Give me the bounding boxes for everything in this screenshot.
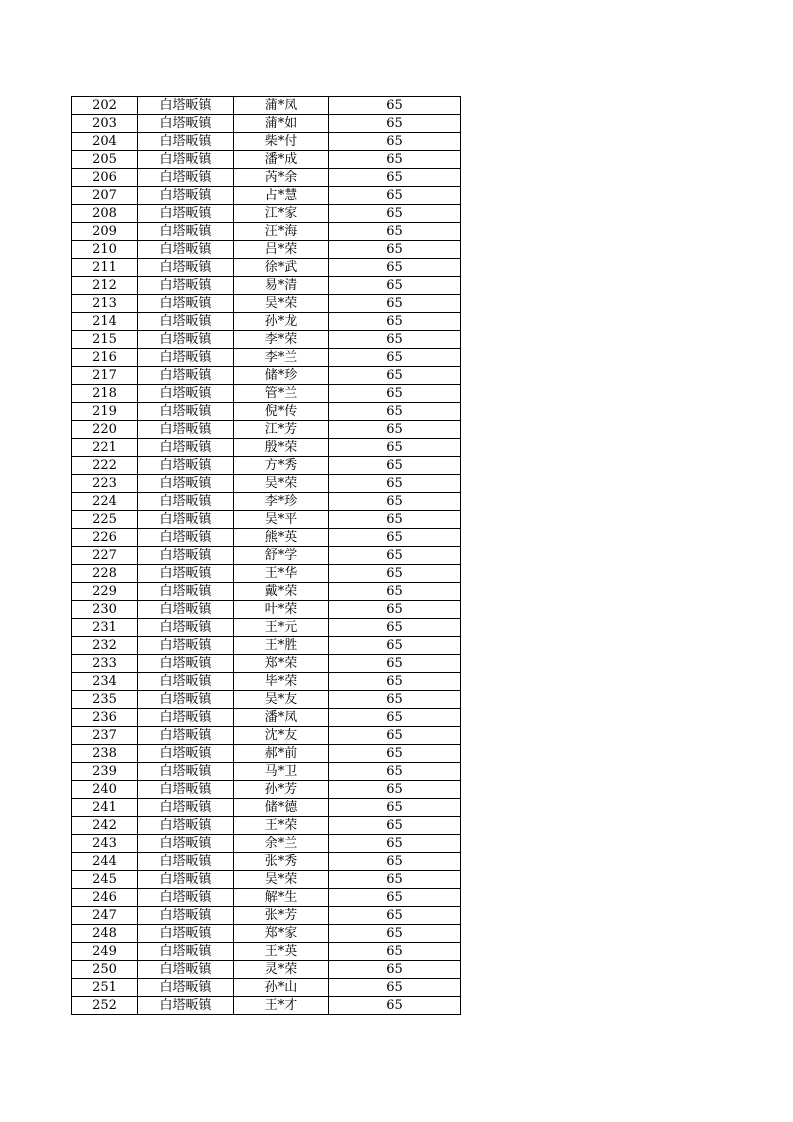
person-name-cell: 郑*荣 bbox=[234, 655, 329, 673]
amount-cell: 65 bbox=[329, 385, 461, 403]
town-cell: 白塔畈镇 bbox=[138, 655, 234, 673]
table-row bbox=[72, 961, 461, 979]
table-row bbox=[72, 475, 461, 493]
table-row bbox=[72, 97, 461, 115]
amount-cell: 65 bbox=[329, 655, 461, 673]
amount-cell: 65 bbox=[329, 547, 461, 565]
person-name-cell: 沈*友 bbox=[234, 727, 329, 745]
row-number-cell: 225 bbox=[72, 511, 138, 529]
amount-cell: 65 bbox=[329, 115, 461, 133]
data-table bbox=[71, 96, 461, 1015]
row-number-cell: 202 bbox=[72, 97, 138, 115]
person-name-cell: 储*德 bbox=[234, 799, 329, 817]
row-number-cell: 233 bbox=[72, 655, 138, 673]
row-number-cell: 208 bbox=[72, 205, 138, 223]
table-row bbox=[72, 259, 461, 277]
amount-cell: 65 bbox=[329, 367, 461, 385]
town-cell: 白塔畈镇 bbox=[138, 475, 234, 493]
table-row bbox=[72, 493, 461, 511]
row-number-cell: 241 bbox=[72, 799, 138, 817]
amount-cell: 65 bbox=[329, 529, 461, 547]
table-row bbox=[72, 151, 461, 169]
amount-cell: 65 bbox=[329, 943, 461, 961]
town-cell: 白塔畈镇 bbox=[138, 493, 234, 511]
table-row bbox=[72, 925, 461, 943]
row-number-cell: 224 bbox=[72, 493, 138, 511]
table-row bbox=[72, 403, 461, 421]
person-name-cell: 李*兰 bbox=[234, 349, 329, 367]
town-cell: 白塔畈镇 bbox=[138, 547, 234, 565]
person-name-cell: 郝*前 bbox=[234, 745, 329, 763]
table-row bbox=[72, 331, 461, 349]
town-cell: 白塔畈镇 bbox=[138, 421, 234, 439]
town-cell: 白塔畈镇 bbox=[138, 997, 234, 1015]
amount-cell: 65 bbox=[329, 169, 461, 187]
person-name-cell: 马*卫 bbox=[234, 763, 329, 781]
person-name-cell: 吴*友 bbox=[234, 691, 329, 709]
amount-cell: 65 bbox=[329, 691, 461, 709]
table-row bbox=[72, 889, 461, 907]
town-cell: 白塔畈镇 bbox=[138, 817, 234, 835]
town-cell: 白塔畈镇 bbox=[138, 925, 234, 943]
table-body bbox=[72, 97, 461, 1015]
row-number-cell: 231 bbox=[72, 619, 138, 637]
person-name-cell: 王*才 bbox=[234, 997, 329, 1015]
town-cell: 白塔畈镇 bbox=[138, 583, 234, 601]
row-number-cell: 203 bbox=[72, 115, 138, 133]
person-name-cell: 毕*荣 bbox=[234, 673, 329, 691]
town-cell: 白塔畈镇 bbox=[138, 169, 234, 187]
town-cell: 白塔畈镇 bbox=[138, 907, 234, 925]
amount-cell: 65 bbox=[329, 277, 461, 295]
row-number-cell: 227 bbox=[72, 547, 138, 565]
person-name-cell: 易*清 bbox=[234, 277, 329, 295]
amount-cell: 65 bbox=[329, 349, 461, 367]
person-name-cell: 王*荣 bbox=[234, 817, 329, 835]
row-number-cell: 229 bbox=[72, 583, 138, 601]
town-cell: 白塔畈镇 bbox=[138, 889, 234, 907]
table-row bbox=[72, 511, 461, 529]
row-number-cell: 228 bbox=[72, 565, 138, 583]
table-row bbox=[72, 853, 461, 871]
table-row bbox=[72, 745, 461, 763]
row-number-cell: 218 bbox=[72, 385, 138, 403]
town-cell: 白塔畈镇 bbox=[138, 133, 234, 151]
row-number-cell: 244 bbox=[72, 853, 138, 871]
amount-cell: 65 bbox=[329, 961, 461, 979]
table-row bbox=[72, 727, 461, 745]
town-cell: 白塔畈镇 bbox=[138, 511, 234, 529]
person-name-cell: 管*兰 bbox=[234, 385, 329, 403]
town-cell: 白塔畈镇 bbox=[138, 151, 234, 169]
town-cell: 白塔畈镇 bbox=[138, 943, 234, 961]
amount-cell: 65 bbox=[329, 745, 461, 763]
person-name-cell: 方*秀 bbox=[234, 457, 329, 475]
town-cell: 白塔畈镇 bbox=[138, 241, 234, 259]
table-row bbox=[72, 907, 461, 925]
row-number-cell: 252 bbox=[72, 997, 138, 1015]
person-name-cell: 叶*荣 bbox=[234, 601, 329, 619]
person-name-cell: 倪*传 bbox=[234, 403, 329, 421]
row-number-cell: 240 bbox=[72, 781, 138, 799]
row-number-cell: 230 bbox=[72, 601, 138, 619]
amount-cell: 65 bbox=[329, 439, 461, 457]
amount-cell: 65 bbox=[329, 493, 461, 511]
row-number-cell: 238 bbox=[72, 745, 138, 763]
table-row bbox=[72, 601, 461, 619]
town-cell: 白塔畈镇 bbox=[138, 313, 234, 331]
amount-cell: 65 bbox=[329, 583, 461, 601]
amount-cell: 65 bbox=[329, 889, 461, 907]
person-name-cell: 汪*海 bbox=[234, 223, 329, 241]
table-row bbox=[72, 817, 461, 835]
amount-cell: 65 bbox=[329, 511, 461, 529]
table-row bbox=[72, 313, 461, 331]
town-cell: 白塔畈镇 bbox=[138, 457, 234, 475]
row-number-cell: 242 bbox=[72, 817, 138, 835]
town-cell: 白塔畈镇 bbox=[138, 745, 234, 763]
amount-cell: 65 bbox=[329, 619, 461, 637]
town-cell: 白塔畈镇 bbox=[138, 763, 234, 781]
row-number-cell: 237 bbox=[72, 727, 138, 745]
amount-cell: 65 bbox=[329, 97, 461, 115]
amount-cell: 65 bbox=[329, 151, 461, 169]
town-cell: 白塔畈镇 bbox=[138, 637, 234, 655]
town-cell: 白塔畈镇 bbox=[138, 853, 234, 871]
row-number-cell: 219 bbox=[72, 403, 138, 421]
amount-cell: 65 bbox=[329, 853, 461, 871]
person-name-cell: 储*珍 bbox=[234, 367, 329, 385]
amount-cell: 65 bbox=[329, 997, 461, 1015]
person-name-cell: 舒*学 bbox=[234, 547, 329, 565]
row-number-cell: 212 bbox=[72, 277, 138, 295]
person-name-cell: 吕*荣 bbox=[234, 241, 329, 259]
town-cell: 白塔畈镇 bbox=[138, 799, 234, 817]
table-row bbox=[72, 871, 461, 889]
table-row bbox=[72, 673, 461, 691]
row-number-cell: 217 bbox=[72, 367, 138, 385]
person-name-cell: 殷*荣 bbox=[234, 439, 329, 457]
table-row bbox=[72, 439, 461, 457]
table-row bbox=[72, 997, 461, 1015]
amount-cell: 65 bbox=[329, 205, 461, 223]
row-number-cell: 215 bbox=[72, 331, 138, 349]
row-number-cell: 247 bbox=[72, 907, 138, 925]
amount-cell: 65 bbox=[329, 313, 461, 331]
table-row bbox=[72, 115, 461, 133]
amount-cell: 65 bbox=[329, 907, 461, 925]
amount-cell: 65 bbox=[329, 457, 461, 475]
person-name-cell: 张*秀 bbox=[234, 853, 329, 871]
person-name-cell: 吴*平 bbox=[234, 511, 329, 529]
person-name-cell: 王*英 bbox=[234, 943, 329, 961]
amount-cell: 65 bbox=[329, 601, 461, 619]
amount-cell: 65 bbox=[329, 187, 461, 205]
table-row bbox=[72, 349, 461, 367]
town-cell: 白塔畈镇 bbox=[138, 115, 234, 133]
town-cell: 白塔畈镇 bbox=[138, 619, 234, 637]
table-row bbox=[72, 133, 461, 151]
amount-cell: 65 bbox=[329, 241, 461, 259]
table-row bbox=[72, 421, 461, 439]
table-row bbox=[72, 655, 461, 673]
person-name-cell: 余*兰 bbox=[234, 835, 329, 853]
town-cell: 白塔畈镇 bbox=[138, 97, 234, 115]
person-name-cell: 芮*余 bbox=[234, 169, 329, 187]
amount-cell: 65 bbox=[329, 871, 461, 889]
person-name-cell: 占*慧 bbox=[234, 187, 329, 205]
amount-cell: 65 bbox=[329, 133, 461, 151]
town-cell: 白塔畈镇 bbox=[138, 187, 234, 205]
row-number-cell: 210 bbox=[72, 241, 138, 259]
row-number-cell: 239 bbox=[72, 763, 138, 781]
table-row bbox=[72, 241, 461, 259]
town-cell: 白塔畈镇 bbox=[138, 961, 234, 979]
table-row bbox=[72, 295, 461, 313]
town-cell: 白塔畈镇 bbox=[138, 691, 234, 709]
town-cell: 白塔畈镇 bbox=[138, 223, 234, 241]
amount-cell: 65 bbox=[329, 421, 461, 439]
amount-cell: 65 bbox=[329, 979, 461, 997]
person-name-cell: 王*华 bbox=[234, 565, 329, 583]
row-number-cell: 220 bbox=[72, 421, 138, 439]
town-cell: 白塔畈镇 bbox=[138, 565, 234, 583]
town-cell: 白塔畈镇 bbox=[138, 781, 234, 799]
table-row bbox=[72, 277, 461, 295]
row-number-cell: 214 bbox=[72, 313, 138, 331]
row-number-cell: 249 bbox=[72, 943, 138, 961]
person-name-cell: 蒲*如 bbox=[234, 115, 329, 133]
person-name-cell: 孙*芳 bbox=[234, 781, 329, 799]
amount-cell: 65 bbox=[329, 331, 461, 349]
amount-cell: 65 bbox=[329, 835, 461, 853]
row-number-cell: 222 bbox=[72, 457, 138, 475]
table-row bbox=[72, 223, 461, 241]
amount-cell: 65 bbox=[329, 727, 461, 745]
row-number-cell: 207 bbox=[72, 187, 138, 205]
person-name-cell: 吴*荣 bbox=[234, 475, 329, 493]
row-number-cell: 206 bbox=[72, 169, 138, 187]
amount-cell: 65 bbox=[329, 259, 461, 277]
person-name-cell: 潘*成 bbox=[234, 151, 329, 169]
table-row bbox=[72, 205, 461, 223]
person-name-cell: 解*生 bbox=[234, 889, 329, 907]
amount-cell: 65 bbox=[329, 223, 461, 241]
person-name-cell: 张*芳 bbox=[234, 907, 329, 925]
amount-cell: 65 bbox=[329, 295, 461, 313]
person-name-cell: 郑*家 bbox=[234, 925, 329, 943]
row-number-cell: 211 bbox=[72, 259, 138, 277]
row-number-cell: 246 bbox=[72, 889, 138, 907]
table-row bbox=[72, 619, 461, 637]
person-name-cell: 孙*龙 bbox=[234, 313, 329, 331]
table-row bbox=[72, 637, 461, 655]
row-number-cell: 243 bbox=[72, 835, 138, 853]
amount-cell: 65 bbox=[329, 925, 461, 943]
table-row bbox=[72, 565, 461, 583]
person-name-cell: 徐*武 bbox=[234, 259, 329, 277]
table-row bbox=[72, 979, 461, 997]
town-cell: 白塔畈镇 bbox=[138, 277, 234, 295]
row-number-cell: 232 bbox=[72, 637, 138, 655]
row-number-cell: 205 bbox=[72, 151, 138, 169]
town-cell: 白塔畈镇 bbox=[138, 259, 234, 277]
town-cell: 白塔畈镇 bbox=[138, 205, 234, 223]
town-cell: 白塔畈镇 bbox=[138, 709, 234, 727]
row-number-cell: 204 bbox=[72, 133, 138, 151]
row-number-cell: 216 bbox=[72, 349, 138, 367]
town-cell: 白塔畈镇 bbox=[138, 403, 234, 421]
table-row bbox=[72, 835, 461, 853]
person-name-cell: 蒲*凤 bbox=[234, 97, 329, 115]
person-name-cell: 李*珍 bbox=[234, 493, 329, 511]
person-name-cell: 吴*荣 bbox=[234, 295, 329, 313]
town-cell: 白塔畈镇 bbox=[138, 835, 234, 853]
table-row bbox=[72, 799, 461, 817]
table-row bbox=[72, 529, 461, 547]
row-number-cell: 236 bbox=[72, 709, 138, 727]
town-cell: 白塔畈镇 bbox=[138, 871, 234, 889]
person-name-cell: 李*荣 bbox=[234, 331, 329, 349]
person-name-cell: 王*胜 bbox=[234, 637, 329, 655]
amount-cell: 65 bbox=[329, 781, 461, 799]
person-name-cell: 江*家 bbox=[234, 205, 329, 223]
amount-cell: 65 bbox=[329, 475, 461, 493]
person-name-cell: 熊*英 bbox=[234, 529, 329, 547]
town-cell: 白塔畈镇 bbox=[138, 385, 234, 403]
table-row bbox=[72, 367, 461, 385]
amount-cell: 65 bbox=[329, 817, 461, 835]
table-row bbox=[72, 763, 461, 781]
person-name-cell: 潘*凤 bbox=[234, 709, 329, 727]
town-cell: 白塔畈镇 bbox=[138, 529, 234, 547]
row-number-cell: 234 bbox=[72, 673, 138, 691]
town-cell: 白塔畈镇 bbox=[138, 727, 234, 745]
person-name-cell: 戴*荣 bbox=[234, 583, 329, 601]
table-row bbox=[72, 187, 461, 205]
person-name-cell: 灵*荣 bbox=[234, 961, 329, 979]
amount-cell: 65 bbox=[329, 403, 461, 421]
row-number-cell: 235 bbox=[72, 691, 138, 709]
row-number-cell: 223 bbox=[72, 475, 138, 493]
amount-cell: 65 bbox=[329, 637, 461, 655]
town-cell: 白塔畈镇 bbox=[138, 673, 234, 691]
row-number-cell: 226 bbox=[72, 529, 138, 547]
table-row bbox=[72, 943, 461, 961]
person-name-cell: 柴*付 bbox=[234, 133, 329, 151]
amount-cell: 65 bbox=[329, 673, 461, 691]
amount-cell: 65 bbox=[329, 763, 461, 781]
row-number-cell: 221 bbox=[72, 439, 138, 457]
amount-cell: 65 bbox=[329, 709, 461, 727]
amount-cell: 65 bbox=[329, 565, 461, 583]
person-name-cell: 江*芳 bbox=[234, 421, 329, 439]
town-cell: 白塔畈镇 bbox=[138, 349, 234, 367]
row-number-cell: 245 bbox=[72, 871, 138, 889]
person-name-cell: 吴*荣 bbox=[234, 871, 329, 889]
person-name-cell: 王*元 bbox=[234, 619, 329, 637]
row-number-cell: 213 bbox=[72, 295, 138, 313]
town-cell: 白塔畈镇 bbox=[138, 979, 234, 997]
town-cell: 白塔畈镇 bbox=[138, 331, 234, 349]
row-number-cell: 209 bbox=[72, 223, 138, 241]
table-row bbox=[72, 457, 461, 475]
town-cell: 白塔畈镇 bbox=[138, 439, 234, 457]
town-cell: 白塔畈镇 bbox=[138, 601, 234, 619]
person-name-cell: 孙*山 bbox=[234, 979, 329, 997]
table-row bbox=[72, 781, 461, 799]
table-row bbox=[72, 691, 461, 709]
row-number-cell: 251 bbox=[72, 979, 138, 997]
table-row bbox=[72, 709, 461, 727]
table-row bbox=[72, 169, 461, 187]
table-row bbox=[72, 385, 461, 403]
town-cell: 白塔畈镇 bbox=[138, 295, 234, 313]
table-row bbox=[72, 547, 461, 565]
town-cell: 白塔畈镇 bbox=[138, 367, 234, 385]
table-row bbox=[72, 583, 461, 601]
amount-cell: 65 bbox=[329, 799, 461, 817]
row-number-cell: 250 bbox=[72, 961, 138, 979]
row-number-cell: 248 bbox=[72, 925, 138, 943]
